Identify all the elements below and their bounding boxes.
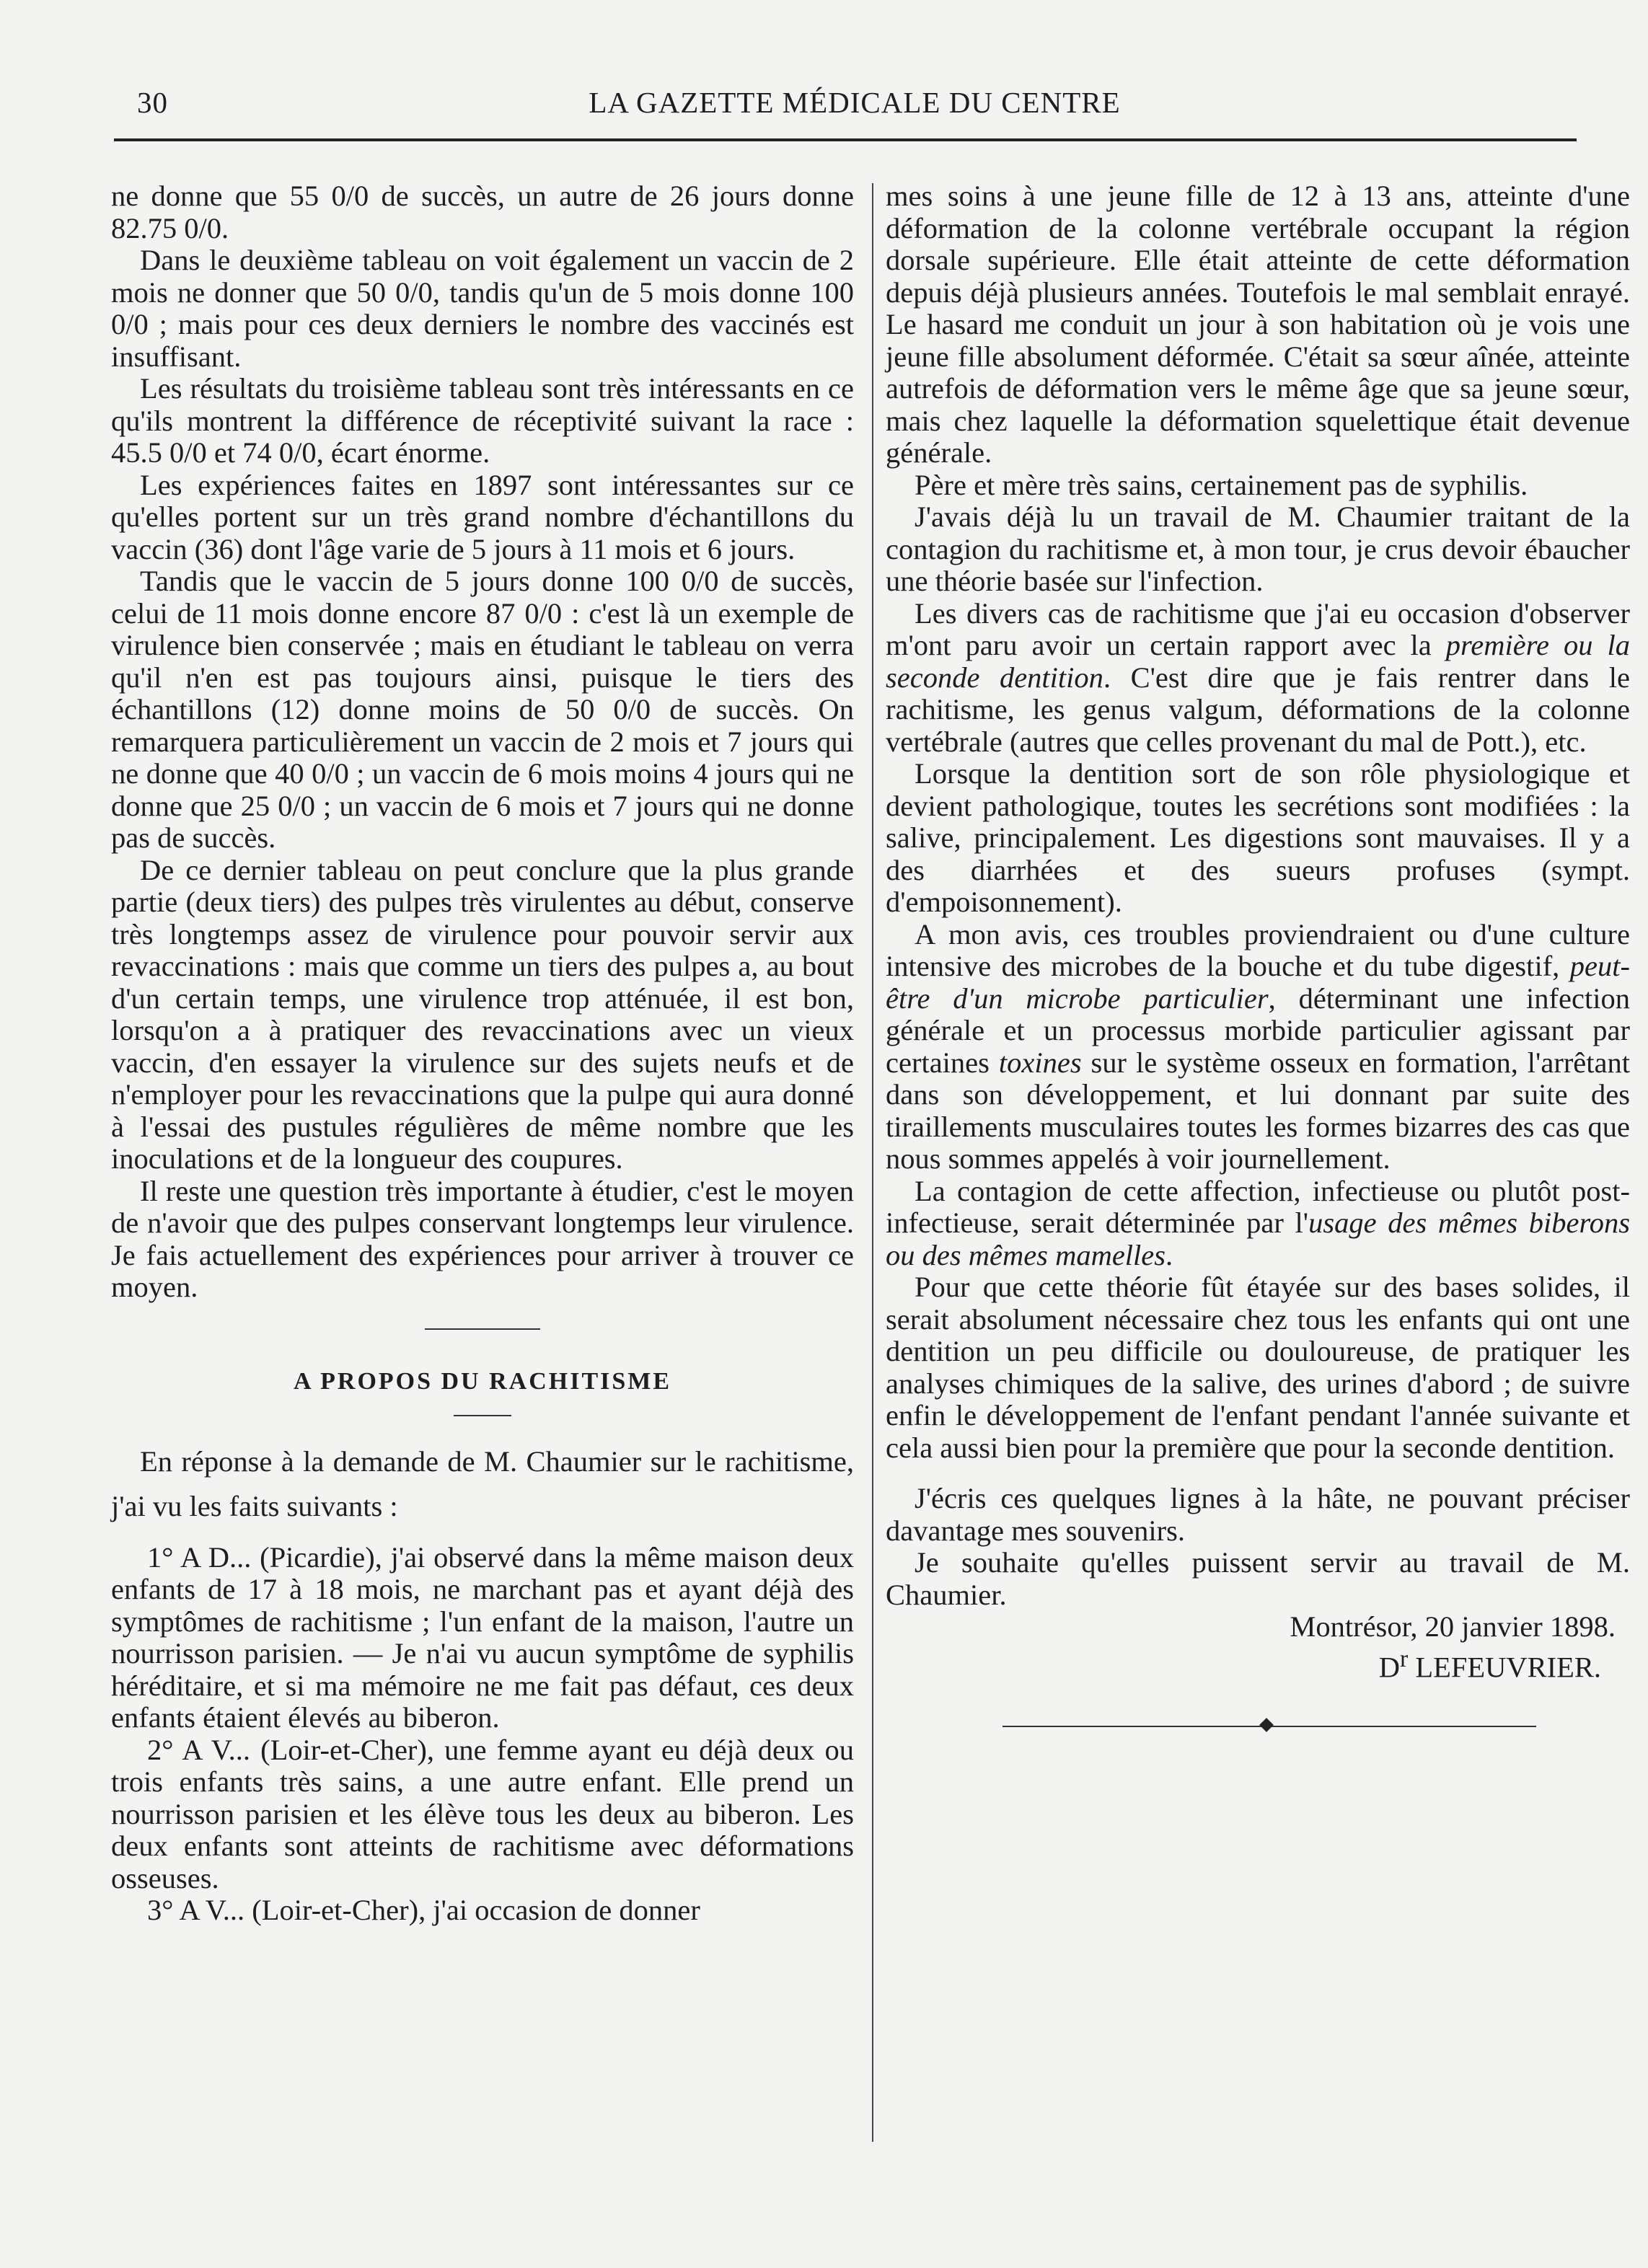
paragraph: De ce dernier tableau on peut conclure que la plus grande partie (deux tiers) des pulpes très virulentes au début, conserve très longtemps assez de virulence pour pouvoir servir aux revaccinations : mais que comme un tiers des pulpes a, au bout d'un certain temps, une virulence trop atténuée, il est bon, lorsqu'on a à pratiquer des revaccinations avec un vieux vaccin, d'en essayer la virulence sur des sujets neufs et de n'employer pour les revaccinations que la pulpe qui aura donné à l'essai des pustules régulières de même nombre que les inoculations et de la longueur des coupures. xyxy=(111,853,854,1175)
title-underline xyxy=(454,1415,511,1416)
paragraph: J'avais déjà lu un travail de M. Chaumier traitant de la contagion du rachitisme et, à mon tour, je crus devoir ébaucher une théorie basée sur l'infection. xyxy=(886,500,1630,597)
emphasis: première ou la seconde dentition xyxy=(886,629,1630,694)
emphasis: peut-être d'un microbe particulier xyxy=(886,950,1630,1015)
paragraph: Lorsque la dentition sort de son rôle physiologique et devient pathologique, toutes les secrétions sont modifiées : la salive, principalement. Les digestions sont mauvaises. Il y a des diarrhées et des sueurs profuses (sympt. d'empoisonnement). xyxy=(886,757,1630,918)
end-ornament xyxy=(886,1716,1630,1737)
page-number: 30 xyxy=(137,86,168,119)
paragraph: Dans le deuxième tableau on voit également un vaccin de 2 mois ne donner que 50 0/0, tandis qu'un de 5 mois donne 100 0/0 ; mais pour ces deux derniers le nombre des vaccinés est insuffisant. xyxy=(111,244,854,373)
paragraph: Les expériences faites en 1897 sont intéressantes sur ce qu'elles portent sur un très grand nombre d'échantillons du vaccin (36) dont l'âge varie de 5 jours à 11 mois et 6 jours. xyxy=(111,468,854,565)
paragraph: ne donne que 55 0/0 de succès, un autre de 26 jours donne 82.75 0/0. xyxy=(111,180,854,244)
page-header xyxy=(137,85,1572,128)
paragraph: mes soins à une jeune fille de 12 à 13 ans, atteinte d'une déformation de la colonne vertébrale occupant la région dorsale supérieure. Elle était atteinte de cette déformation depuis déjà plusieurs années. Toutefois le mal semblait enrayé. Le hasard me conduit un jour à son habitation où je vois une jeune fille absolument déformée. C'était sa sœur aînée, atteinte autrefois de déformation vers le même âge que sa jeune sœur, mais chez laquelle la déformation squelettique était devenue générale. xyxy=(886,180,1630,469)
section-title: A PROPOS DU RACHITISME xyxy=(293,1367,672,1395)
column-divider xyxy=(872,183,873,2142)
paragraph: Je souhaite qu'elles puissent servir au travail de M. Chaumier. xyxy=(886,1546,1630,1611)
diamond-ornament-icon xyxy=(1259,1718,1274,1732)
paragraph: Pour que cette théorie fût étayée sur des bases solides, il serait absolument nécessaire chez tous les enfants qui ont une dentition un peu difficile ou douloureuse, de pratiquer les analyses chimiques de la salive, des urines d'abord ; de suivre enfin le développement de l'enfant pendant l'année suivante et cela aussi bien pour la première que pour la seconde dentition. xyxy=(886,1271,1630,1464)
emphasis: usage des mêmes biberons ou des mêmes mamelles xyxy=(886,1206,1630,1271)
paragraph: Tandis que le vaccin de 5 jours donne 100 0/0 de succès, celui de 11 mois donne encore 87 0/0 : c'est là un exemple de virulence bien conservée ; mais en étudiant le tableau on verra qu'il n'en est pas toujours ainsi, puisque le tiers des échantillons (12) donne moins de 50 0/0 de succès. On remarquera particulièrement un vaccin de 2 mois et 7 jours qui ne donne que 40 0/0 ; un vaccin de 6 mois moins 4 jours qui ne donne que 25 0/0 ; un vaccin de 6 mois et 7 jours qui ne donne pas de succès. xyxy=(111,565,854,854)
left-column xyxy=(111,180,854,1927)
paragraph: Il reste une question très importante à étudier, c'est le moyen de n'avoir que des pulpes conservant longtemps leur virulence. Je fais actuellement des expériences pour arriver à trouver ce moyen. xyxy=(111,1174,854,1303)
paragraph: J'écris ces quelques lignes à la hâte, ne pouvant préciser davantage mes souvenirs. xyxy=(886,1482,1630,1547)
observation-2: 2° A V... (Loir-et-Cher), une femme ayant eu déjà deux ou trois enfants très sains, a une autre enfant. Elle prend un nourrisson parisien et les élève tous les deux au biberon. Les deux enfants sont atteints de rachitisme avec déformations osseuses. xyxy=(111,1733,854,1894)
observation-3: 3° A V... (Loir-et-Cher), j'ai occasion de donner xyxy=(147,1894,700,1926)
paragraph: Père et mère très sains, certainement pas de syphilis. xyxy=(915,468,1528,501)
emphasis: toxines xyxy=(998,1046,1082,1079)
paragraph: La contagion de cette affection, infectieuse ou plutôt post-infectieuse, serait déterminée par l'usage des mêmes biberons ou des mêmes mamelles. xyxy=(886,1174,1630,1271)
section-separator xyxy=(425,1328,540,1330)
paragraph: Les résultats du troisième tableau sont très intéressants en ce qu'ils montrent la différence de réceptivité suivant la race : 45.5 0/0 et 74 0/0, écart énorme. xyxy=(111,372,854,469)
intro-paragraph: En réponse à la demande de M. Chaumier sur le rachitisme, j'ai vu les faits suivants : xyxy=(111,1444,854,1522)
header-rule xyxy=(114,138,1577,141)
paragraph: Les divers cas de rachitisme que j'ai eu occasion d'observer m'ont paru avoir un certain rapport avec la première ou la seconde dentition. C'est dire que je fais rentrer dans le rachitisme, les genus valgum, déformations de la colonne vertébrale (autres que celles provenant du mal de Pott.), etc. xyxy=(886,596,1630,758)
journal-title: LA GAZETTE MÉDICALE DU CENTRE xyxy=(589,86,1121,119)
observation-1: 1° A D... (Picardie), j'ai observé dans la même maison deux enfants de 17 à 18 mois, ne marchant pas et ayant déjà des symptômes de rachitisme ; l'un enfant de la maison, l'autre un nourrisson parisien. — Je n'ai vu aucun symptôme de syphilis héréditaire, et si ma mémoire ne me fait pas défaut, ces deux enfants étaient élevés au biberon. xyxy=(111,1540,854,1734)
right-column xyxy=(886,180,1630,1737)
signature: $D^r$ LEFEUVRIER. xyxy=(1378,1645,1601,1683)
paragraph: A mon avis, ces troubles proviendraient ou d'une culture intensive des microbes de la bouche et du tube digestif, peut-être d'un microbe particulier, déterminant une infection générale et un processus morbide particulier agissant par certaines toxines sur le système osseux en formation, l'arrêtant dans son développement, et lui donnant par suite des tiraillements musculaires toutes les formes bizarres des cas que nous sommes appelés à voir journellement. xyxy=(886,917,1631,1175)
dateline: Montrésor, 20 janvier 1898. xyxy=(1290,1610,1616,1643)
